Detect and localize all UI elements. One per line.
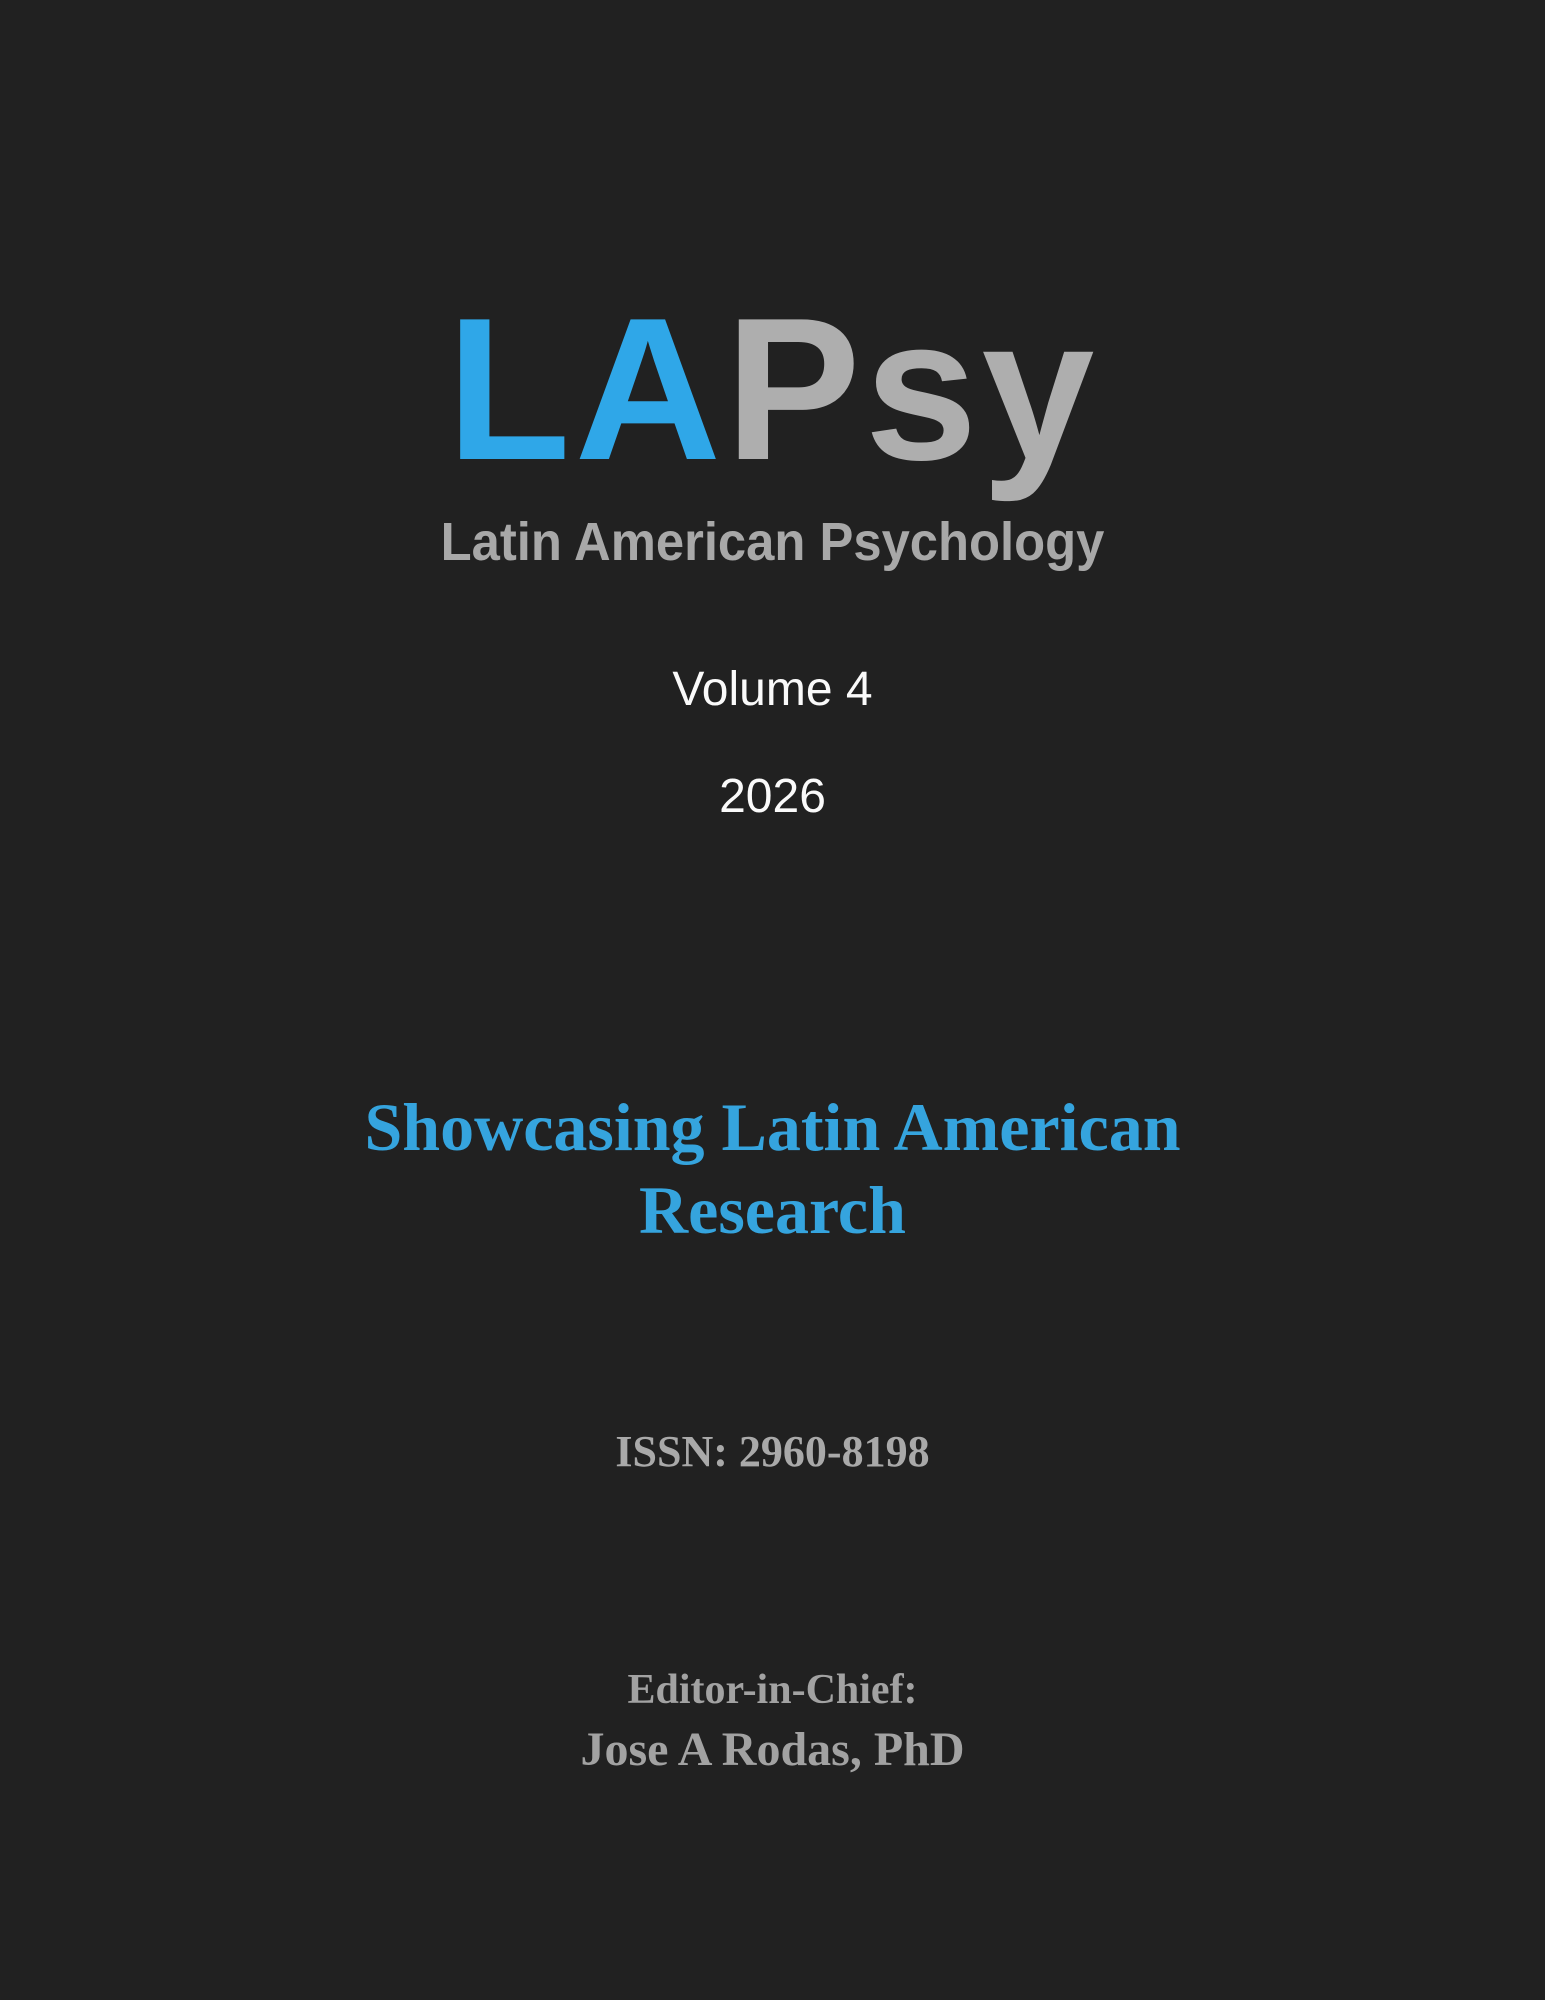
tagline-line1: Showcasing Latin American [364,1089,1181,1165]
tagline [0,1086,1545,1252]
volume-label: Volume 4 [672,663,873,716]
logo-subtitle: Latin American Psychology [440,512,1105,572]
issn-label: ISSN: 2960-8198 [615,1427,930,1476]
year-label: 2026 [719,770,826,823]
tagline-line2: Research [639,1171,906,1248]
logo-text-psy: Psy [725,276,1099,503]
editor-in-chief-label: Editor-in-Chief: [627,1667,918,1713]
logo-text-la: LA [446,276,726,503]
journal-logo [0,276,1545,503]
editor-in-chief-name: Jose A Rodas, PhD [580,1723,965,1776]
